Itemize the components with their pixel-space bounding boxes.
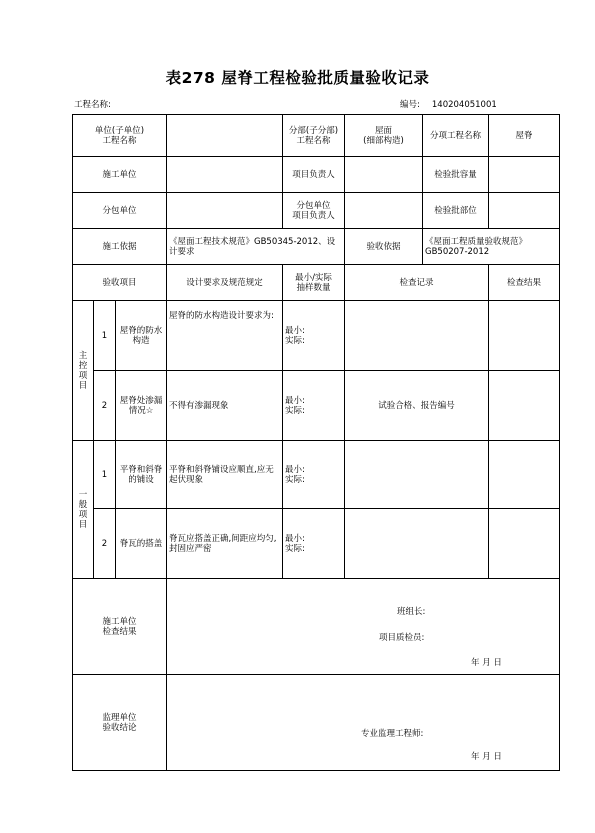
unit-label-line1: 单位(子单位) bbox=[94, 125, 145, 136]
row-req: 屋脊的防水构造设计要求为: bbox=[167, 301, 283, 371]
construction-check-line2: 检查结果 bbox=[102, 626, 137, 637]
sub-unit-label: 分包单位 bbox=[73, 193, 167, 229]
batch-part-label: 检验批部位 bbox=[423, 193, 489, 229]
row-name: 平脊和斜脊的铺设 bbox=[116, 441, 167, 509]
row-actual-text: 实际: bbox=[285, 543, 305, 554]
construct-unit-label: 施工单位 bbox=[73, 157, 167, 193]
accept-basis-label: 验收依据 bbox=[345, 229, 423, 265]
project-lead-value[interactable] bbox=[345, 157, 423, 193]
row-result[interactable] bbox=[489, 371, 560, 441]
project-name-label: 工程名称: bbox=[74, 100, 111, 110]
main-group-label bbox=[73, 301, 94, 441]
row-req: 不得有渗漏现象 bbox=[167, 371, 283, 441]
col-record: 检查记录 bbox=[345, 265, 489, 301]
supervision-line2: 验收结论 bbox=[102, 722, 137, 733]
construction-check-area[interactable] bbox=[167, 579, 560, 675]
col-req: 设计要求及规范规定 bbox=[167, 265, 283, 301]
team-leader-label: 班组长: bbox=[397, 607, 426, 617]
row-actual-text: 实际: bbox=[285, 405, 305, 416]
project-lead-label: 项目负责人 bbox=[283, 157, 345, 193]
row-min bbox=[283, 371, 345, 441]
supervision-engineer-label: 专业监理工程师: bbox=[361, 729, 424, 739]
batch-part-value[interactable] bbox=[489, 193, 560, 229]
sub-lead-label-line1: 分包单位 bbox=[296, 200, 331, 211]
row-name: 屋脊处渗漏情况☆ bbox=[116, 371, 167, 441]
inspection-form bbox=[72, 114, 560, 771]
row-record[interactable]: 试验合格、报告编号 bbox=[345, 371, 489, 441]
row-min-text: 最小: bbox=[285, 395, 305, 406]
main-group-text: 主 控 项 目 bbox=[78, 350, 88, 391]
unit-label-line2: 工程名称 bbox=[102, 135, 137, 146]
construction-date: 年 月 日 bbox=[471, 658, 502, 668]
unit-value[interactable] bbox=[167, 115, 283, 157]
unit-label bbox=[73, 115, 167, 157]
subdiv-value-line2: (细部构造) bbox=[363, 135, 404, 146]
row-no: 2 bbox=[94, 371, 116, 441]
row-name: 屋脊的防水构造 bbox=[116, 301, 167, 371]
table-row bbox=[73, 371, 560, 441]
subdiv-label-line2: 工程名称 bbox=[296, 135, 331, 146]
batch-capacity-label: 检验批容量 bbox=[423, 157, 489, 193]
col-result: 检查结果 bbox=[489, 265, 560, 301]
col-item: 验收项目 bbox=[73, 265, 167, 301]
basis-label: 施工依据 bbox=[73, 229, 167, 265]
row-min bbox=[283, 509, 345, 579]
subdiv-label bbox=[283, 115, 345, 157]
row-name: 脊瓦的搭盖 bbox=[116, 509, 167, 579]
row-req: 平脊和斜脊铺设应顺直,应无起伏现象 bbox=[167, 441, 283, 509]
row-result[interactable] bbox=[489, 301, 560, 371]
supervision-line1: 监理单位 bbox=[102, 712, 137, 723]
row-no: 2 bbox=[94, 509, 116, 579]
code-label bbox=[400, 98, 497, 110]
table-row bbox=[73, 301, 560, 371]
row-record[interactable] bbox=[345, 441, 489, 509]
col-min bbox=[283, 265, 345, 301]
sub-unit-value[interactable] bbox=[167, 193, 283, 229]
row-req: 脊瓦应搭盖正确,间距应均匀,封固应严密 bbox=[167, 509, 283, 579]
sub-lead-label-line2: 项目负责人 bbox=[292, 210, 335, 221]
subdiv-value bbox=[345, 115, 423, 157]
general-group-label bbox=[73, 441, 94, 579]
row-no: 1 bbox=[94, 441, 116, 509]
code-label-text: 编号: bbox=[400, 100, 420, 110]
sub-lead-value[interactable] bbox=[345, 193, 423, 229]
code-value: 140204051001 bbox=[431, 100, 497, 110]
row-record[interactable] bbox=[345, 509, 489, 579]
row-min-text: 最小: bbox=[285, 325, 305, 336]
row-result[interactable] bbox=[489, 509, 560, 579]
row-min bbox=[283, 441, 345, 509]
supervision-area[interactable] bbox=[167, 675, 560, 771]
subdiv-label-line1: 分部(子分部) bbox=[288, 125, 339, 136]
row-result[interactable] bbox=[489, 441, 560, 509]
basis-value: 《屋面工程技术规范》GB50345-2012、设计要求 bbox=[167, 229, 345, 265]
accept-basis-value: 《屋面工程质量验收规范》GB50207-2012 bbox=[423, 229, 560, 265]
batch-capacity-value[interactable] bbox=[489, 157, 560, 193]
subdiv-value-line1: 屋面 bbox=[374, 125, 392, 136]
page-title: 表278 屋脊工程检验批质量验收记录 bbox=[165, 69, 430, 87]
item-name-value: 屋脊 bbox=[489, 115, 560, 157]
row-actual-text: 实际: bbox=[285, 335, 305, 346]
col-min-line1: 最小/实际 bbox=[295, 272, 332, 283]
sub-lead-label bbox=[283, 193, 345, 229]
row-actual-text: 实际: bbox=[285, 474, 305, 485]
supervision-label bbox=[73, 675, 167, 771]
row-no: 1 bbox=[94, 301, 116, 371]
row-min bbox=[283, 301, 345, 371]
row-min-text: 最小: bbox=[285, 464, 305, 475]
quality-inspector-label: 项目质检员: bbox=[379, 633, 425, 643]
construction-check-line1: 施工单位 bbox=[102, 616, 137, 627]
row-min-text: 最小: bbox=[285, 533, 305, 544]
item-name-label: 分项工程名称 bbox=[423, 115, 489, 157]
col-min-line2: 抽样数量 bbox=[296, 282, 331, 293]
supervision-date: 年 月 日 bbox=[471, 752, 502, 762]
row-record[interactable] bbox=[345, 301, 489, 371]
table-row bbox=[73, 441, 560, 509]
general-group-text: 一 般 项 目 bbox=[78, 489, 88, 530]
table-row bbox=[73, 509, 560, 579]
construct-unit-value[interactable] bbox=[167, 157, 283, 193]
construction-check-label bbox=[73, 579, 167, 675]
